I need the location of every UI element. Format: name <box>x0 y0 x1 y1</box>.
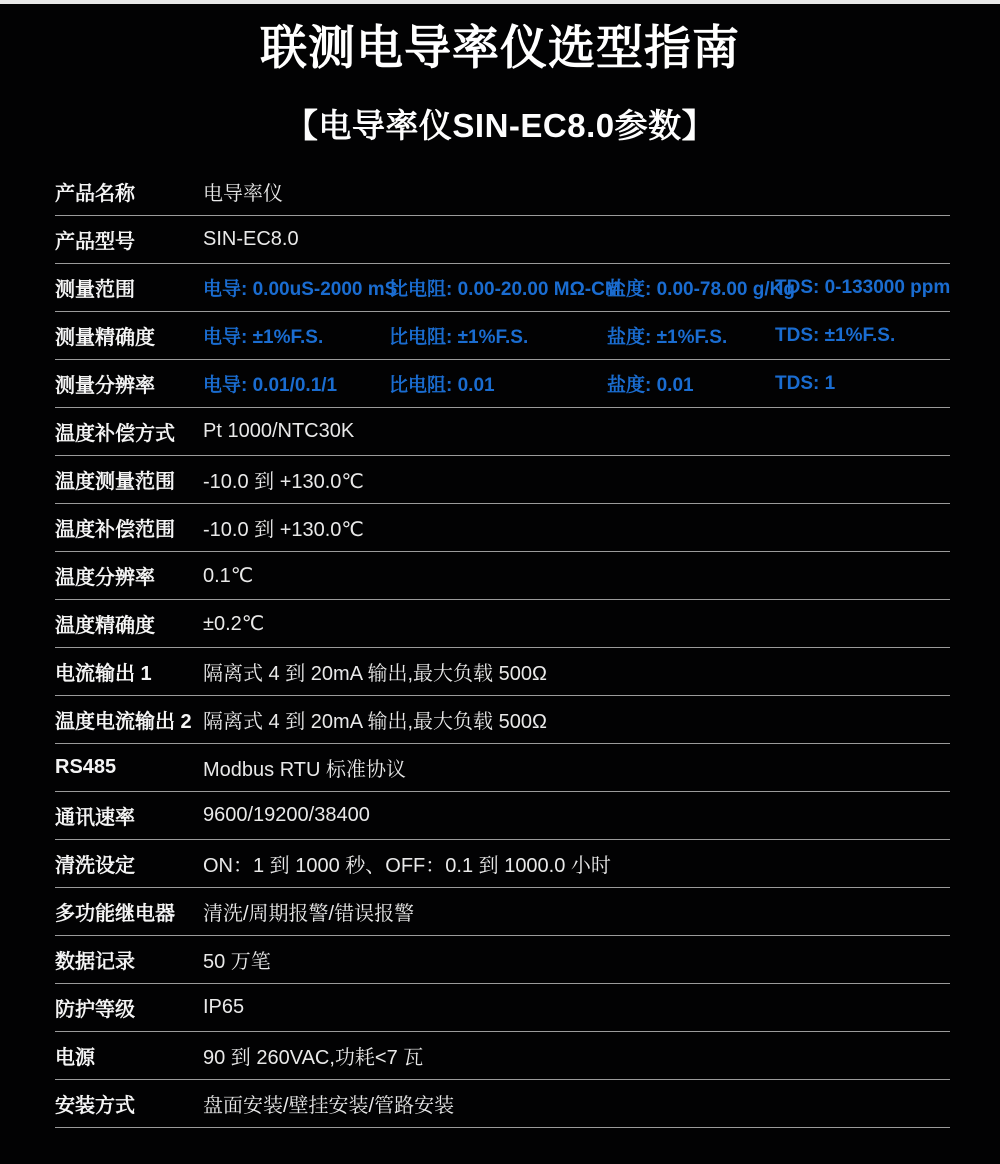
spec-label: 温度补偿方式 <box>55 423 175 445</box>
spec-value: -10.0 到 +130.0℃ <box>203 471 364 493</box>
spec-label: 温度精确度 <box>55 615 155 637</box>
spec-value: 90 到 260VAC,功耗<7 瓦 <box>203 1047 424 1069</box>
spec-label: 清洗设定 <box>55 855 135 877</box>
spec-value-cell: 电导: 0.00uS-2000 mS <box>203 279 398 300</box>
table-row <box>55 792 950 840</box>
spec-label: 测量精确度 <box>55 327 155 349</box>
spec-label: 数据记录 <box>55 951 135 973</box>
table-row <box>55 936 950 984</box>
table-row <box>55 552 950 600</box>
spec-value: 清洗/周期报警/错误报警 <box>203 903 415 925</box>
spec-value-cell: 盐度: 0.01 <box>607 375 694 396</box>
spec-table <box>55 168 950 1128</box>
spec-value-cell: 盐度: 0.00-78.00 g/Kg <box>607 279 795 300</box>
table-row <box>55 360 950 408</box>
spec-value: IP65 <box>203 996 245 1018</box>
spec-value: SIN-EC8.0 <box>203 228 299 250</box>
table-row <box>55 648 950 696</box>
table-row <box>55 984 950 1032</box>
table-row <box>55 456 950 504</box>
table-row <box>55 600 950 648</box>
spec-value: 电导率仪 <box>203 183 283 205</box>
spec-value-group <box>203 322 950 349</box>
spec-label: 电源 <box>55 1047 95 1069</box>
spec-value-cell: TDS: 0-133000 ppm <box>775 276 951 298</box>
table-row <box>55 264 950 312</box>
spec-label: 产品型号 <box>55 231 135 253</box>
spec-value: 隔离式 4 到 20mA 输出,最大负载 500Ω <box>203 711 547 733</box>
spec-label: 温度分辨率 <box>55 567 155 589</box>
table-row <box>55 504 950 552</box>
spec-label: 温度测量范围 <box>55 471 175 493</box>
spec-value-group <box>203 370 950 397</box>
spec-label: 通讯速率 <box>55 807 135 829</box>
spec-value-group <box>203 274 950 301</box>
spec-value: 50 万笔 <box>203 951 271 973</box>
spec-label: 温度电流输出 2 <box>55 711 192 733</box>
table-row <box>55 840 950 888</box>
table-row <box>55 696 950 744</box>
table-row <box>55 216 950 264</box>
spec-value: 9600/19200/38400 <box>203 804 370 826</box>
spec-value: Pt 1000/NTC30K <box>203 420 355 442</box>
spec-value-cell: 电导: 0.01/0.1/1 <box>203 375 338 396</box>
spec-value-cell: 盐度: ±1%F.S. <box>607 327 728 348</box>
spec-label: 安装方式 <box>55 1095 135 1117</box>
spec-value: 0.1℃ <box>203 565 254 587</box>
table-row <box>55 888 950 936</box>
table-row <box>55 744 950 792</box>
spec-value: 盘面安装/壁挂安装/管路安装 <box>203 1095 455 1117</box>
table-row <box>55 168 950 216</box>
spec-label: 防护等级 <box>55 999 135 1021</box>
spec-value-cell: 比电阻: 0.00-20.00 MΩ-CM <box>389 279 621 300</box>
spec-label: 产品名称 <box>55 183 135 205</box>
spec-label: 多功能继电器 <box>55 903 175 925</box>
spec-value: ±0.2℃ <box>203 613 265 635</box>
spec-value-cell: TDS: ±1%F.S. <box>775 324 896 346</box>
table-row <box>55 1032 950 1080</box>
page-subtitle: 【电导率仪SIN-EC8.0参数】 <box>284 107 716 144</box>
spec-label: RS485 <box>55 756 117 778</box>
table-row <box>55 1080 950 1128</box>
spec-label: 测量分辨率 <box>55 375 155 397</box>
table-row <box>55 312 950 360</box>
spec-value-cell: TDS: 1 <box>775 372 836 394</box>
spec-label: 温度补偿范围 <box>55 519 175 541</box>
top-edge-strip <box>0 0 1000 4</box>
spec-label: 电流输出 1 <box>55 663 152 685</box>
table-row <box>55 408 950 456</box>
spec-value: ON：1 到 1000 秒、OFF：0.1 到 1000.0 小时 <box>203 855 611 877</box>
spec-value: 隔离式 4 到 20mA 输出,最大负载 500Ω <box>203 663 547 685</box>
spec-value-cell: 电导: ±1%F.S. <box>203 327 324 348</box>
spec-label: 测量范围 <box>55 279 135 301</box>
spec-value-cell: 比电阻: ±1%F.S. <box>389 327 529 348</box>
spec-value-cell: 比电阻: 0.01 <box>389 375 495 396</box>
page-title: 联测电导率仪选型指南 <box>260 21 740 74</box>
spec-value: Modbus RTU 标准协议 <box>203 759 407 781</box>
spec-value: -10.0 到 +130.0℃ <box>203 519 364 541</box>
